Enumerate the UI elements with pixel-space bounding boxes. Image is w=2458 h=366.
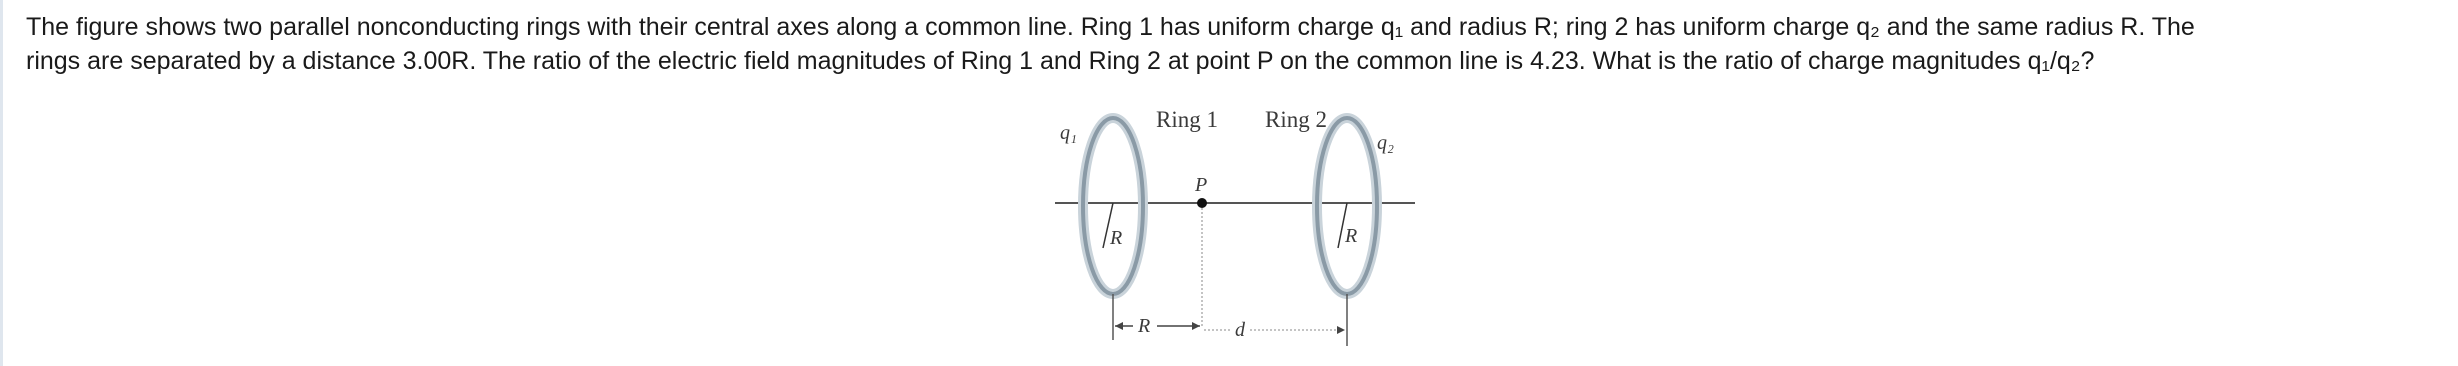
ring-2-label: Ring 2 <box>1265 107 1327 132</box>
ring-1-label: Ring 1 <box>1156 107 1218 132</box>
r-dimension-label: R <box>1138 315 1151 337</box>
ring-2-radius-label: R <box>1345 225 1358 247</box>
ring-1-radius-label: R <box>1110 227 1123 249</box>
d-dimension-label: d <box>1235 319 1245 341</box>
r-dimension-arrow-right <box>1192 322 1200 330</box>
two-rings-figure <box>1055 98 1415 366</box>
left-border <box>0 0 3 366</box>
q1-label: q₁ <box>1060 122 1077 144</box>
q2-label: q₂ <box>1377 132 1394 154</box>
question-text <box>26 10 2441 78</box>
d-dimension-arrow <box>1337 326 1345 334</box>
question-line-1: The figure shows two parallel nonconducting rings with their central axes along a common line. Ring 1 has uniform charge q₁ and radius R; ring 2 has uniform charge q₂ and the same radius R. The <box>26 13 2195 41</box>
r-dimension-arrow-left <box>1115 322 1123 330</box>
point-p-dot <box>1197 198 1207 208</box>
point-p-label: P <box>1195 174 1208 196</box>
question-line-2: rings are separated by a distance 3.00R. The ratio of the electric field magnitudes of Ring 1 and Ring 2 at point P on the common line is 4.23. What is the ratio of charge magnitudes q₁/q₂? <box>26 47 2095 75</box>
